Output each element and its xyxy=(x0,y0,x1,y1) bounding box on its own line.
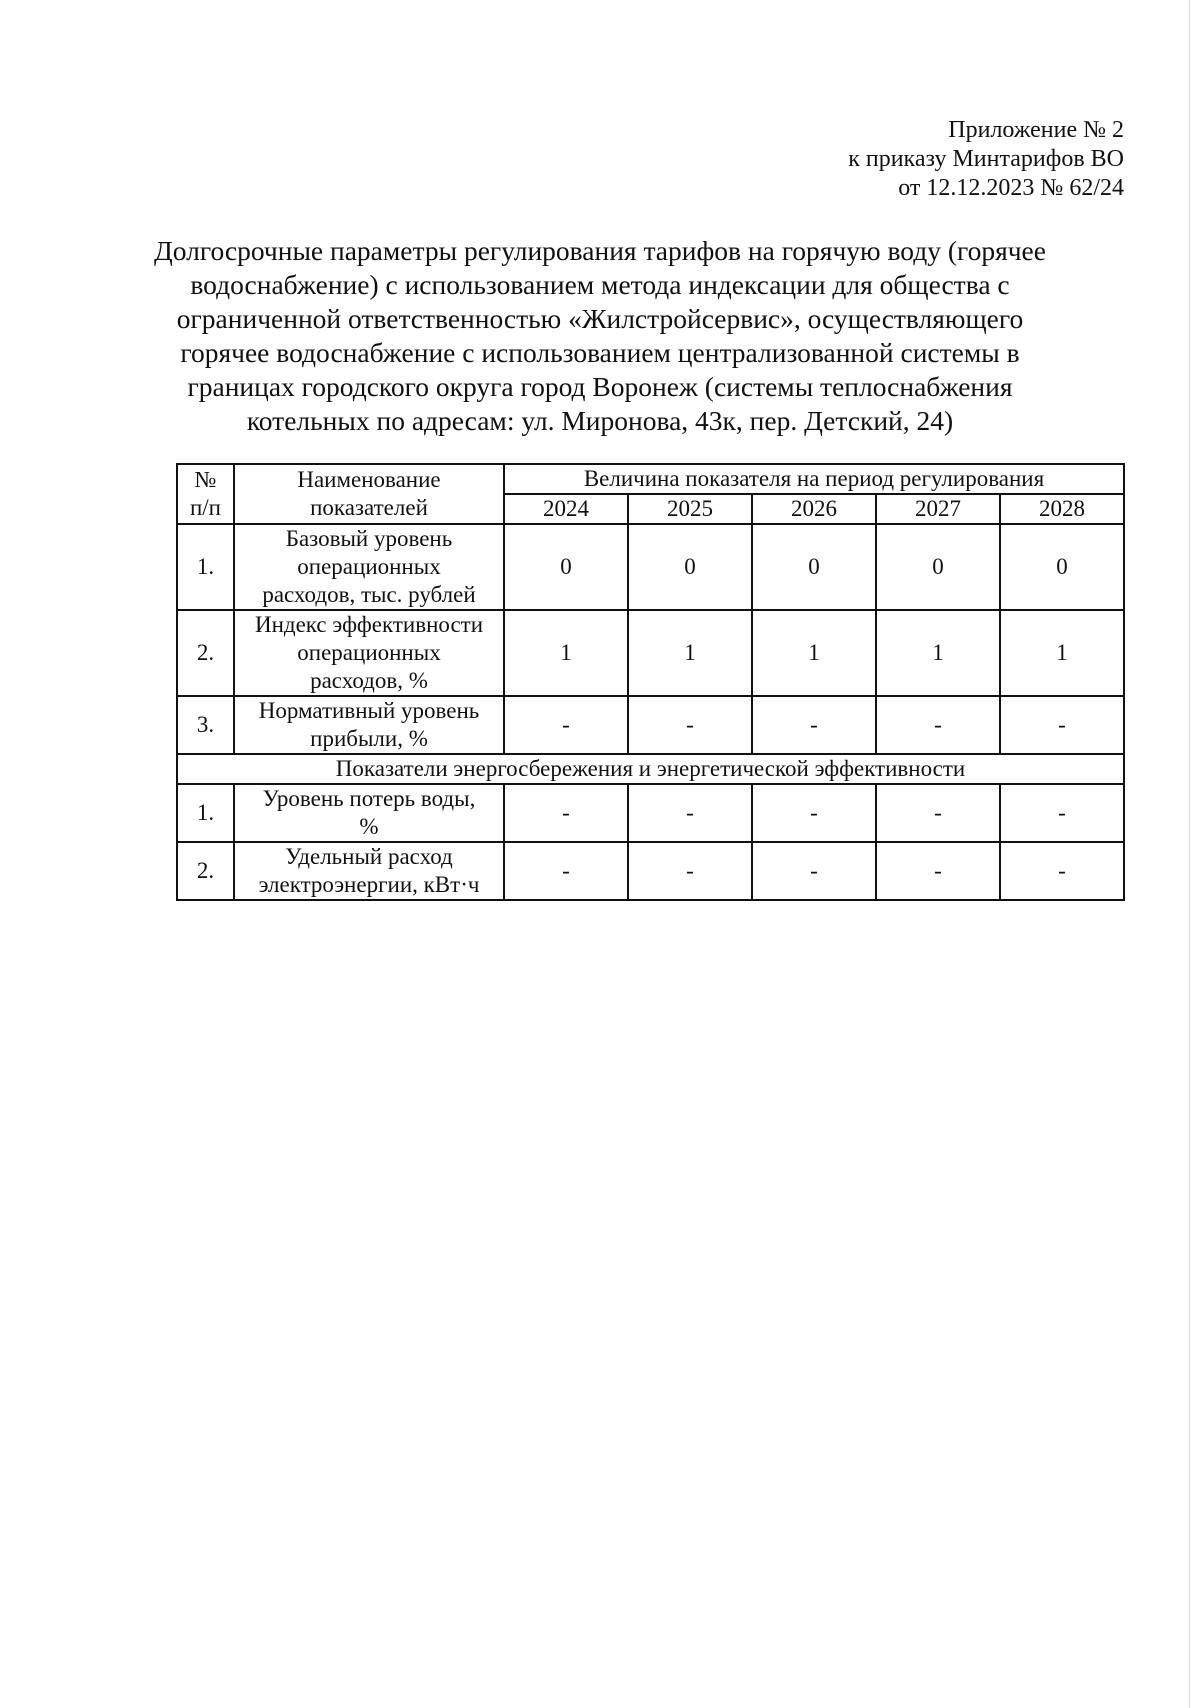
title-line: Долгосрочные параметры регулирования тарифов на горячую воду (горячее xyxy=(154,235,1046,266)
row-value: - xyxy=(1000,842,1124,900)
parameters-table xyxy=(176,463,1125,901)
appendix-block xyxy=(848,116,1124,203)
title-line: границах городского округа город Воронеж (системы теплоснабжения xyxy=(187,371,1013,402)
row-value: - xyxy=(1000,784,1124,842)
scan-edge-line xyxy=(1189,0,1190,1708)
row-value: 0 xyxy=(504,524,628,610)
row-value: - xyxy=(504,696,628,754)
row-value: - xyxy=(876,784,1000,842)
appendix-order-ref: к приказу Минтарифов ВО xyxy=(848,146,1124,172)
title-line: котельных по адресам: ул. Миронова, 43к, пер. Детский, 24) xyxy=(246,405,954,436)
row-value: 1 xyxy=(876,610,1000,696)
section-header: Показатели энергосбережения и энергетической эффективности xyxy=(177,754,1124,784)
row-value: 1 xyxy=(752,610,876,696)
row-number: 2. xyxy=(177,610,234,696)
row-indicator-name: Базовый уровень операционных расходов, тыс. рублей xyxy=(234,524,504,610)
row-value: - xyxy=(628,842,752,900)
row-value: 0 xyxy=(628,524,752,610)
appendix-order-date: от 12.12.2023 № 62/24 xyxy=(898,175,1124,201)
row-value: - xyxy=(504,842,628,900)
header-year: 2028 xyxy=(1000,494,1124,524)
row-value: 1 xyxy=(1000,610,1124,696)
table-row xyxy=(177,610,1124,696)
table-section-row xyxy=(177,754,1124,784)
row-indicator-name: Удельный расход электроэнергии, кВт·ч xyxy=(234,842,504,900)
document-title xyxy=(150,234,1050,438)
header-year: 2024 xyxy=(504,494,628,524)
row-indicator-name: Уровень потерь воды, % xyxy=(234,784,504,842)
row-number: 1. xyxy=(177,524,234,610)
table-row xyxy=(177,842,1124,900)
row-value: - xyxy=(1000,696,1124,754)
title-line: водоснабжение) с использованием метода индексации для общества с xyxy=(190,269,1010,300)
row-value: 0 xyxy=(752,524,876,610)
row-value: - xyxy=(752,696,876,754)
row-value: - xyxy=(628,784,752,842)
row-value: - xyxy=(504,784,628,842)
table-row xyxy=(177,524,1124,610)
row-value: 1 xyxy=(504,610,628,696)
row-value: 0 xyxy=(876,524,1000,610)
table-header-row xyxy=(177,464,1124,494)
appendix-number: Приложение № 2 xyxy=(948,117,1124,143)
header-number: № п/п xyxy=(177,464,234,524)
row-value: - xyxy=(876,842,1000,900)
row-value: - xyxy=(876,696,1000,754)
row-value: - xyxy=(752,784,876,842)
header-period: Величина показателя на период регулирования xyxy=(504,464,1124,494)
table-row xyxy=(177,696,1124,754)
row-number: 2. xyxy=(177,842,234,900)
header-year: 2027 xyxy=(876,494,1000,524)
row-value: 0 xyxy=(1000,524,1124,610)
row-indicator-name: Нормативный уровень прибыли, % xyxy=(234,696,504,754)
title-line: ограниченной ответственностью «Жилстройсервис», осуществляющего xyxy=(176,303,1024,334)
row-value: - xyxy=(628,696,752,754)
title-line: горячее водоснабжение с использованием централизованной системы в xyxy=(180,337,1020,368)
row-value: 1 xyxy=(628,610,752,696)
header-year: 2025 xyxy=(628,494,752,524)
row-indicator-name: Индекс эффективности операционных расходов, % xyxy=(234,610,504,696)
row-number: 3. xyxy=(177,696,234,754)
header-indicator-name: Наименование показателей xyxy=(234,464,504,524)
table-row xyxy=(177,784,1124,842)
header-year: 2026 xyxy=(752,494,876,524)
row-number: 1. xyxy=(177,784,234,842)
row-value: - xyxy=(752,842,876,900)
